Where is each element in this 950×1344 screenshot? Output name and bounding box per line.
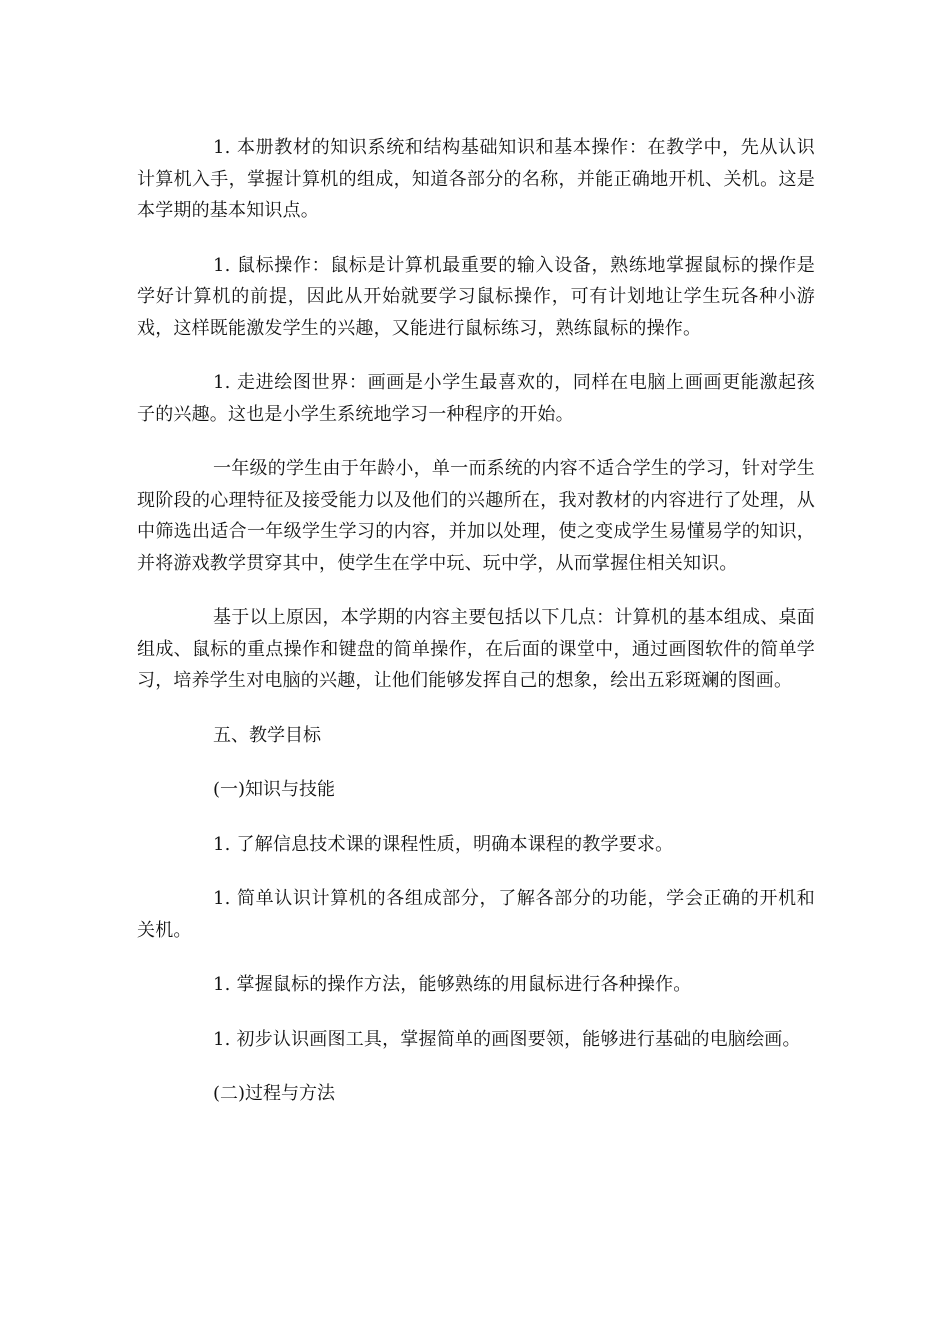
subheading-process-method: (二)过程与方法: [213, 1083, 336, 1104]
paragraph-knowledge-system: 1. 本册教材的知识系统和结构基础知识和基本操作：在教学中，先从认识计算机入手，掌握计算机的组成，知道各部分的名称，并能正确地开机、关机。这是本学期的基本知识点。: [137, 137, 815, 221]
subheading-knowledge-skills: (一)知识与技能: [213, 779, 336, 800]
goal-item: 1. 了解信息技术课的课程性质，明确本课程的教学要求。: [213, 833, 674, 855]
goal-item: 1. 初步认识画图工具，掌握简单的画图要领，能够进行基础的电脑绘画。: [213, 1028, 801, 1050]
paragraph-semester-content: 基于以上原因，本学期的内容主要包括以下几点：计算机的基本组成、桌面组成、鼠标的重点操作和键盘的简单操作，在后面的课堂中，通过画图软件的简单学习，培养学生对电脑的兴趣，让他们能够发挥自己的想象，绘出五彩斑斓的图画。: [137, 607, 815, 691]
paragraph-first-grade-students: 一年级的学生由于年龄小，单一而系统的内容不适合学生的学习，针对学生现阶段的心理特征及接受能力以及他们的兴趣所在，我对教材的内容进行了处理，从中筛选出适合一年级学生学习的内容，并加以处理，使之变成学生易懂易学的知识，并将游戏教学贯穿其中，使学生在学中玩、玩中学，从而掌握住相关知识。: [137, 458, 815, 574]
goal-item: 1. 简单认识计算机的各组成部分，了解各部分的功能，学会正确的开机和关机。: [137, 888, 815, 941]
document-page: [137, 132, 815, 1133]
goal-item: 1. 掌握鼠标的操作方法，能够熟练的用鼠标进行各种操作。: [213, 974, 692, 995]
paragraph-mouse-operation: 1. 鼠标操作：鼠标是计算机最重要的输入设备，熟练地掌握鼠标的操作是学好计算机的前提，因此从开始就要学习鼠标操作，可有计划地让学生玩各种小游戏，这样既能激发学生的兴趣，又能进行鼠标练习，熟练鼠标的操作。: [137, 254, 815, 339]
section-heading-teaching-goals: 五、教学目标: [213, 724, 321, 746]
paragraph-drawing-world: 1. 走进绘图世界：画画是小学生最喜欢的，同样在电脑上画画更能激起孩子的兴趣。这也是小学生系统地学习一种程序的开始。: [137, 372, 815, 425]
